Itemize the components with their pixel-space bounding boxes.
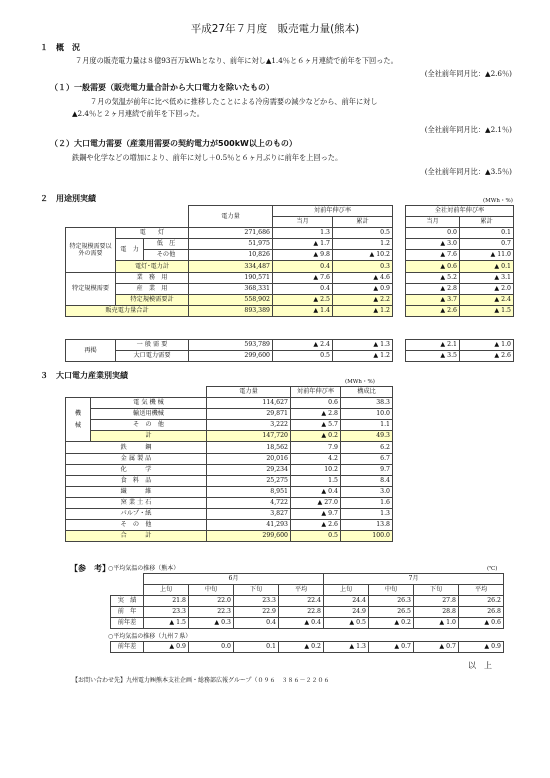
- table-cell: ▲ 2.0: [460, 283, 514, 294]
- table-cell: 1.3: [341, 509, 393, 520]
- table-cell: ▲ 1.3: [324, 642, 369, 653]
- table-cell: ▲ 2.4: [460, 294, 514, 305]
- table-cell: ▲ 2.8: [291, 409, 341, 420]
- table-cell: 上旬: [324, 585, 369, 596]
- table-cell: 299,600: [207, 531, 291, 542]
- table-cell: ▲ 1.5: [460, 305, 514, 316]
- table-cell: ▲ 2.6: [406, 305, 460, 316]
- table-cell: 24.9: [324, 607, 369, 618]
- table-cell: 22.9: [234, 607, 279, 618]
- table-cell: ▲ 0.9: [459, 642, 504, 653]
- table-cell: ▲ 27.0: [291, 497, 341, 508]
- table-cell: 23.3: [234, 596, 279, 607]
- table-cell: 7.9: [291, 442, 341, 453]
- overview-note: (全社前年同月比：▲2.6％): [424, 69, 512, 78]
- table-cell: ▲ 0.4: [279, 618, 324, 629]
- table-cell: その他: [144, 250, 189, 261]
- table-cell: 21.8: [144, 596, 189, 607]
- table-cell: ▲ 0.1: [460, 261, 514, 272]
- contact-info: 【お問い合わせ先】九州電力㈱熊本支社企画・総務部広報グループ（０９６ ３８６－２２０６: [72, 677, 330, 684]
- large-demand-note: (全社前年同月比：▲3.5％): [424, 167, 512, 176]
- table-cell: 当月: [406, 217, 460, 228]
- table-cell: ▲ 0.7: [369, 642, 414, 653]
- table-cell: ▲ 1.2: [333, 305, 393, 316]
- temp-unit: (℃): [487, 566, 498, 572]
- table-cell: 再掲: [66, 340, 116, 362]
- table-cell: 38.3: [341, 398, 393, 409]
- table-cell: 中旬: [369, 585, 414, 596]
- table-cell: ▲ 7.6: [273, 272, 333, 283]
- table-cell: ▲ 1.5: [144, 618, 189, 629]
- table-cell: 上旬: [144, 585, 189, 596]
- table-cell: 6.2: [341, 442, 393, 453]
- table-cell: 下旬: [234, 585, 279, 596]
- page-title: 平成27年７月度 販売電力量(熊本): [190, 23, 360, 35]
- table-cell: 10.0: [341, 409, 393, 420]
- table-cell: ▲ 3.0: [406, 239, 460, 250]
- table-cell: 食 料 品: [66, 475, 207, 486]
- table-cell: 0.4: [273, 261, 333, 272]
- table-cell: ▲ 7.6: [406, 250, 460, 261]
- table-cell: 20,016: [207, 453, 291, 464]
- table-cell: 190,571: [189, 272, 273, 283]
- large-demand-text: 鉄鋼や化学などの増加により、前年に対し＋0.5％と６ヶ月ぶりに前年を上回った。: [72, 153, 343, 162]
- table-cell: ▲ 5.7: [291, 420, 341, 431]
- temp-kumamoto-title: ○平均気温の推移（熊本）: [108, 565, 180, 572]
- temp-kyushu-title: ○平均気温の推移（九州７県）: [108, 633, 192, 640]
- table-cell: ▲ 2.5: [273, 294, 333, 305]
- overview-heading: １ 概 況: [40, 43, 80, 52]
- table-cell: 368,331: [189, 283, 273, 294]
- table-cell: 4,722: [207, 497, 291, 508]
- table-cell: ▲ 1.3: [333, 340, 393, 351]
- large-demand-heading: （２）大口電力需要（産業用需要の契約電力が500kW以上のもの）: [50, 139, 297, 148]
- table-cell: そ の 他: [66, 520, 207, 531]
- power-group: 電 力: [116, 239, 144, 261]
- table-cell: ▲ 0.6: [459, 618, 504, 629]
- table-cell: ▲ 10.2: [333, 250, 393, 261]
- table-cell: 29,234: [207, 464, 291, 475]
- table-cell: 0.0: [406, 228, 460, 239]
- table-cell: 実 績: [111, 596, 144, 607]
- table-cell: 全社対前年伸び率: [406, 206, 514, 217]
- table-cell: ▲ 4.6: [333, 272, 393, 283]
- industry-heading: ３ 大口電力産業別実績: [40, 371, 128, 380]
- table-cell: 22.3: [189, 607, 234, 618]
- table-cell: 6月: [144, 574, 324, 585]
- table-cell: 3.0: [341, 486, 393, 497]
- table-cell: ▲ 0.2: [369, 618, 414, 629]
- row-label: 電 灯: [116, 228, 189, 239]
- table-cell: 13.8: [341, 520, 393, 531]
- table-cell: 窯 業 土 石: [66, 497, 207, 508]
- repost-table: [65, 339, 393, 362]
- table-cell: 7月: [324, 574, 504, 585]
- table-cell: 繊 維: [66, 486, 207, 497]
- table-cell: 電力量: [207, 387, 291, 398]
- table-cell: 大口電力需要: [116, 351, 189, 362]
- table-cell: ▲ 2.1: [406, 340, 460, 351]
- table-cell: ▲ 0.4: [291, 486, 341, 497]
- table-cell: 前年差: [111, 642, 144, 653]
- table-cell: 0.6: [291, 398, 341, 409]
- table-cell: 6.7: [341, 453, 393, 464]
- table-cell: 0.4: [234, 618, 279, 629]
- table-cell: [66, 387, 207, 398]
- table-cell: 24.4: [324, 596, 369, 607]
- table-cell: 合 計: [66, 531, 207, 542]
- col-month: 当月: [273, 217, 333, 228]
- table-cell: 対前年伸び率: [291, 387, 341, 398]
- group-non-specified: 特定規模需要以外の需要: [66, 228, 116, 272]
- table-cell: 593,789: [189, 340, 273, 351]
- repost-company-table: [405, 339, 514, 362]
- reference-label: 【参 考】: [70, 564, 110, 573]
- table-cell: ▲ 2.6: [291, 520, 341, 531]
- table-cell: 0.0: [189, 642, 234, 653]
- table-cell: 1.5: [291, 475, 341, 486]
- table-cell: 0.1: [460, 228, 514, 239]
- table-cell: 8.4: [341, 475, 393, 486]
- table-cell: ▲ 3.7: [406, 294, 460, 305]
- table-cell: 前年差: [111, 618, 144, 629]
- table-cell: ▲ 0.9: [333, 283, 393, 294]
- table-cell: 26.2: [459, 596, 504, 607]
- table-cell: 299,600: [189, 351, 273, 362]
- table-cell: 販売電力量合計: [66, 305, 189, 316]
- table-cell: パルプ・紙: [66, 509, 207, 520]
- general-demand-heading: （１）一般需要（販売電力量合計から大口電力を除いたもの）: [50, 83, 274, 92]
- table-cell: そ の 他: [91, 420, 207, 431]
- group-specified: 特定規模需要: [66, 272, 116, 305]
- table-cell: 271,686: [189, 228, 273, 239]
- col-kwh: 電力量: [189, 206, 273, 228]
- table-cell: 29,871: [207, 409, 291, 420]
- table-cell: 化 学: [66, 464, 207, 475]
- table-cell: ▲ 0.2: [279, 642, 324, 653]
- table-cell: 893,389: [189, 305, 273, 316]
- table-cell: [111, 574, 144, 596]
- table-cell: 0.5: [333, 228, 393, 239]
- table-cell: ▲ 0.9: [144, 642, 189, 653]
- table-cell: ▲ 5.2: [406, 272, 460, 283]
- table-cell: 業 務 用: [116, 272, 189, 283]
- table-cell: 0.1: [234, 642, 279, 653]
- table-cell: 147,720: [207, 431, 291, 442]
- table-cell: [66, 206, 189, 228]
- end-mark: 以 上: [468, 661, 492, 670]
- machine-group: 機 械: [66, 398, 91, 442]
- table-cell: ▲ 0.5: [324, 618, 369, 629]
- general-demand-text-1: ７月の気温が前年に比べ低めに推移したことによる冷房需要の減少などから、前年に対し: [90, 97, 378, 106]
- general-demand-note: (全社前年同月比：▲2.1％): [424, 125, 512, 134]
- table-cell: 558,902: [189, 294, 273, 305]
- table-cell: 鉄 鋼: [66, 442, 207, 453]
- table-cell: ▲ 1.7: [273, 239, 333, 250]
- table-cell: 下旬: [414, 585, 459, 596]
- table-cell: 10.2: [291, 464, 341, 475]
- table-cell: ▲ 2.4: [273, 340, 333, 351]
- table-cell: ▲ 1.2: [333, 351, 393, 362]
- table-cell: ▲ 1.0: [460, 340, 514, 351]
- table-cell: 計: [91, 431, 207, 442]
- table-cell: 前 年: [111, 607, 144, 618]
- table-cell: 0.3: [333, 261, 393, 272]
- table-cell: ▲ 1.0: [414, 618, 459, 629]
- col-yoy: 対前年伸び率: [273, 206, 393, 217]
- table-cell: 特定規模需要計: [116, 294, 189, 305]
- table-cell: 中旬: [189, 585, 234, 596]
- table-cell: 10,826: [189, 250, 273, 261]
- table-cell: 累計: [460, 217, 514, 228]
- table-cell: 25,275: [207, 475, 291, 486]
- usage-heading: ２ 用途別実績: [40, 194, 96, 203]
- table-cell: 18,562: [207, 442, 291, 453]
- table-cell: 0.5: [273, 351, 333, 362]
- table-cell: 334,487: [189, 261, 273, 272]
- table-cell: ▲ 2.2: [333, 294, 393, 305]
- table-cell: 100.0: [341, 531, 393, 542]
- table-cell: 金 属 製 品: [66, 453, 207, 464]
- table-cell: ▲ 0.3: [189, 618, 234, 629]
- table-cell: 28.8: [414, 607, 459, 618]
- usage-unit: (MWh・%): [483, 198, 513, 204]
- table-cell: ▲ 11.0: [460, 250, 514, 261]
- industry-table: [65, 386, 393, 542]
- table-cell: ▲ 9.8: [273, 250, 333, 261]
- table-cell: 26.3: [369, 596, 414, 607]
- table-cell: 26.8: [459, 607, 504, 618]
- overview-text: ７月度の販売電力量は８億93百万kWhとなり、前年に対し▲1.4％と６ヶ月連続で前年を下回った。: [75, 56, 398, 65]
- general-demand-text-2: ▲2.4％と２ヶ月連続で前年を下回った。: [72, 109, 204, 118]
- table-cell: 平均: [459, 585, 504, 596]
- table-cell: 電灯･電力計: [116, 261, 189, 272]
- table-cell: ▲ 3.1: [460, 272, 514, 283]
- table-cell: 産 業 用: [116, 283, 189, 294]
- table-cell: 1.3: [273, 228, 333, 239]
- table-cell: ▲ 2.6: [460, 351, 514, 362]
- table-cell: ▲ 0.6: [406, 261, 460, 272]
- table-cell: 3,827: [207, 509, 291, 520]
- table-cell: 電 気 機 械: [91, 398, 207, 409]
- table-cell: 低 圧: [144, 239, 189, 250]
- table-cell: 22.8: [279, 607, 324, 618]
- table-cell: ▲ 0.7: [414, 642, 459, 653]
- table-cell: ▲ 9.7: [291, 509, 341, 520]
- temp-table-kumamoto: [110, 573, 504, 629]
- table-cell: 9.7: [341, 464, 393, 475]
- table-cell: 平均: [279, 585, 324, 596]
- col-cum: 累計: [333, 217, 393, 228]
- table-cell: 一 般 需 要: [116, 340, 189, 351]
- table-cell: 114,627: [207, 398, 291, 409]
- table-cell: 51,975: [189, 239, 273, 250]
- table-cell: 4.2: [291, 453, 341, 464]
- table-cell: 0.5: [291, 531, 341, 542]
- table-cell: 27.8: [414, 596, 459, 607]
- table-cell: 0.7: [460, 239, 514, 250]
- usage-table: [65, 205, 393, 317]
- table-cell: 1.6: [341, 497, 393, 508]
- table-cell: 22.4: [279, 596, 324, 607]
- table-cell: 41,293: [207, 520, 291, 531]
- temp-table-kyushu: [110, 641, 504, 653]
- table-cell: 1.1: [341, 420, 393, 431]
- table-cell: ▲ 1.4: [273, 305, 333, 316]
- table-cell: 輸送用機械: [91, 409, 207, 420]
- company-table: [405, 205, 514, 317]
- table-cell: 構成比: [341, 387, 393, 398]
- table-cell: ▲ 2.8: [406, 283, 460, 294]
- table-cell: ▲ 3.5: [406, 351, 460, 362]
- industry-unit: (MWh・%): [345, 379, 375, 385]
- table-cell: ▲ 0.2: [291, 431, 341, 442]
- table-cell: 23.3: [144, 607, 189, 618]
- table-cell: 49.3: [341, 431, 393, 442]
- table-cell: 22.0: [189, 596, 234, 607]
- table-cell: 26.5: [369, 607, 414, 618]
- table-cell: 3,222: [207, 420, 291, 431]
- table-cell: 0.4: [273, 283, 333, 294]
- table-cell: 1.2: [333, 239, 393, 250]
- table-cell: 8,951: [207, 486, 291, 497]
